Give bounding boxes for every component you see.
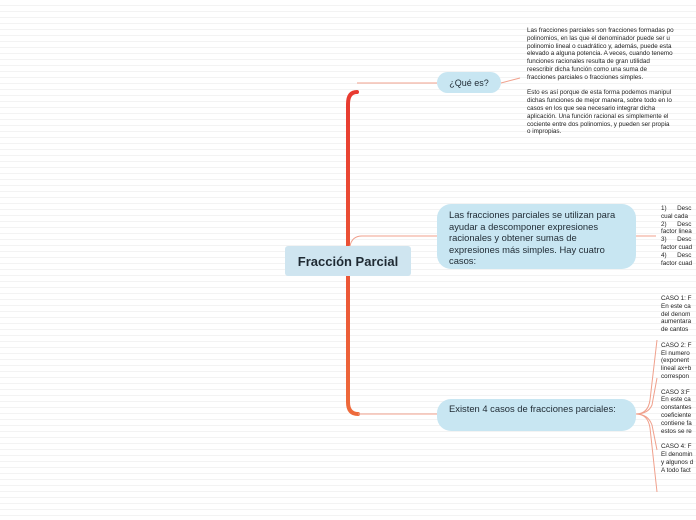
central-topic[interactable]: Fracción Parcial [285, 246, 411, 276]
note-descomposicion[interactable]: 1) Desc cual cada 2) Desc factor linea 3) Desc factor cuad 4) Desc factor cuad [661, 205, 693, 267]
connector-utilizan [350, 236, 437, 246]
note-casos[interactable]: CASO 1: F En este ca del denom aumentara de cantos CASO 2: F El numero (exponent lineal ax+b correspon CASO 3:F En este ca constantes coeficiente contiene fa estos se re CASO 4: F El denomin y algunos d A todo fact [661, 295, 694, 474]
note-definicion[interactable]: Las fracciones parciales son fracciones formadas po polinomios, en las que el denominador puede ser u polinomio lineal o cuadrático y, además, puede esta elevado a alguna potencia. A veces, cuando tenemo funciones racionales resulta de gran utilidad reescribir dicha función como una suma de fracciones parciales o fracciones simples. Esto es así porque de esta forma podemos manipul dichas funciones de mejor manera, sobre todo en lo casos en los que sea necesario integrar dicha aplicación. Una función racional es simplemente el cociente entre dos polinomios, y pueden ser propia o impropias. [527, 27, 674, 136]
connector-fan-4 [636, 414, 657, 492]
topic-que-es[interactable]: ¿Qué es? [437, 72, 501, 93]
connector-note-1 [501, 78, 520, 83]
topic-cuatro-casos[interactable]: Existen 4 casos de fracciones parciales: [437, 399, 636, 431]
topic-utilizan[interactable]: Las fracciones parciales se utilizan para ayudar a descomponer expresiones racionales y obtener sumas de expresiones más simples. Hay cuatro casos: [437, 204, 636, 269]
connector-fan-1 [636, 340, 657, 414]
